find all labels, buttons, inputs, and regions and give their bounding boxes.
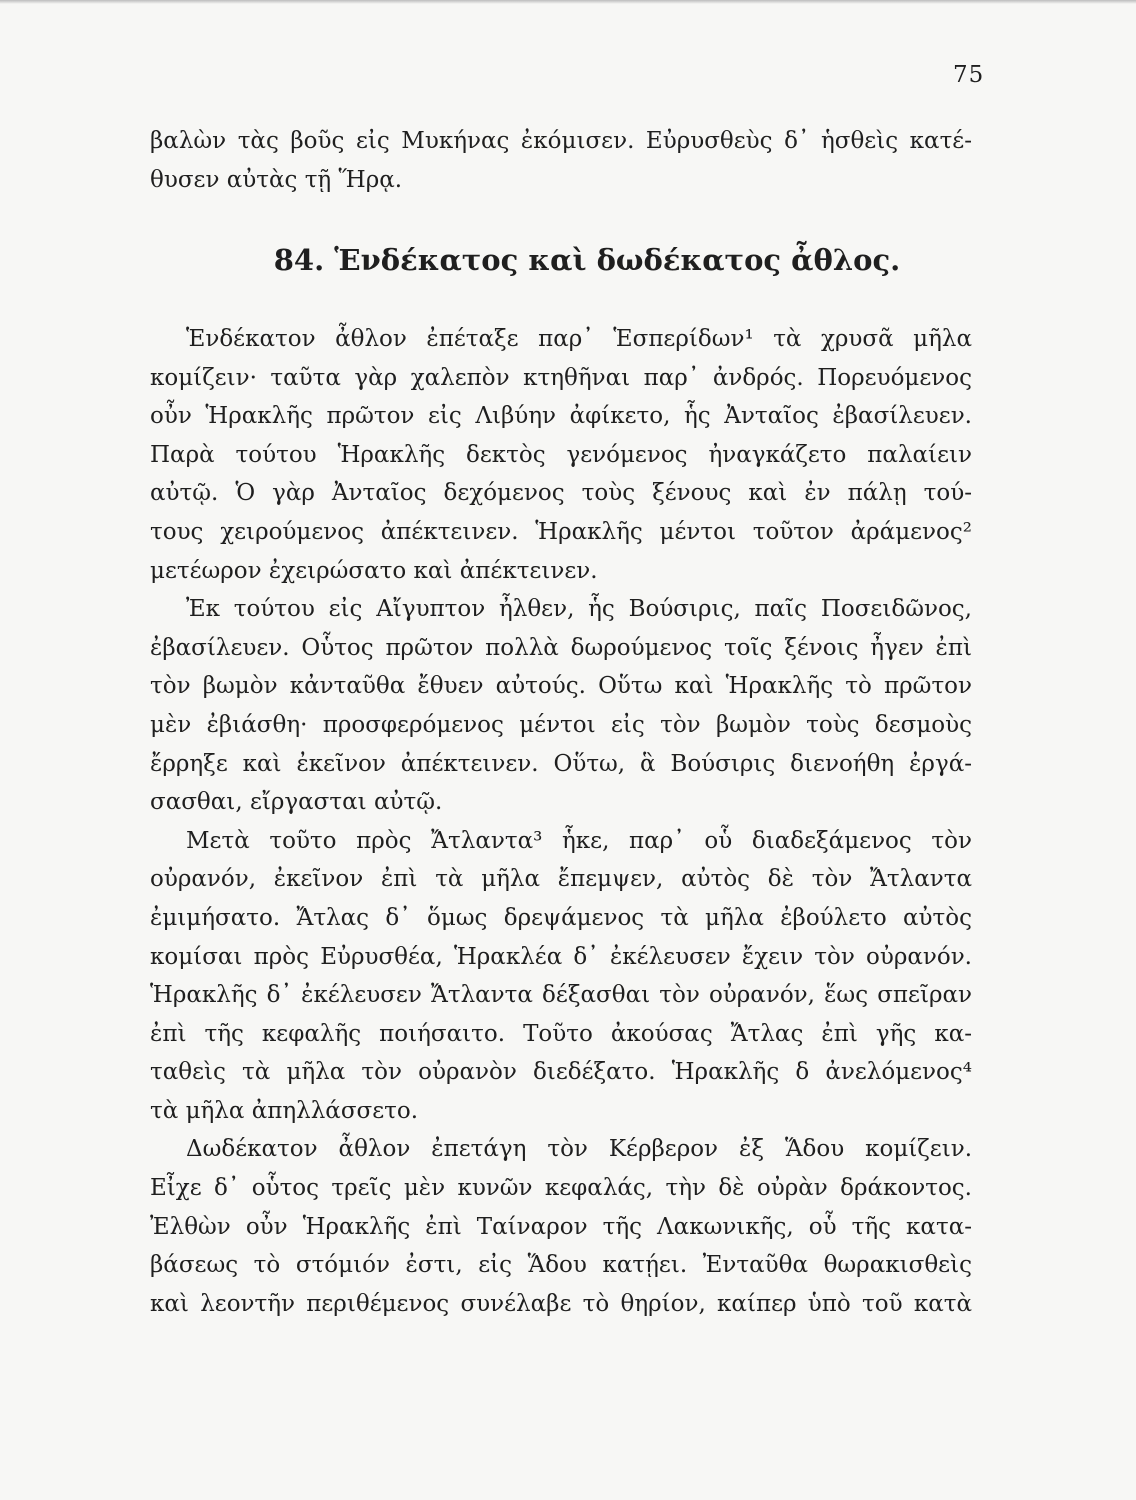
text-line: μετέωρον ἐχειρώσατο καὶ ἀπέκτεινεν.	[150, 557, 598, 584]
text-line: ταθεὶς τὰ μῆλα τὸν οὐρανὸν διεδέξατο. Ἡρακλῆς δ ἀνελόμενος⁴	[150, 1059, 972, 1086]
text-line: Παρὰ τούτου Ἡρακλῆς δεκτὸς γενόμενος ἠναγκάζετο παλαίειν	[150, 441, 972, 468]
text-line: Ἑνδέκατον ἆθλον ἐπέταξε παρ᾽ Ἑσπερίδων¹ τὰ χρυσᾶ μῆλα	[186, 326, 972, 352]
page-number: 75	[953, 62, 985, 88]
intro-paragraph	[150, 122, 972, 199]
text-line: κομίσαι πρὸς Εὐρυσθέα, Ἡρακλέα δ᾽ ἐκέλευσεν ἔχειν τὸν οὐρανόν.	[150, 943, 972, 970]
text-line: Μετὰ τοῦτο πρὸς Ἄτλαντα³ ἧκε, παρ᾽ οὗ διαδεξάμενος τὸν	[186, 827, 972, 854]
text-line: Δωδέκατον ἆθλον ἐπετάγη τὸν Κέρβερον ἐξ Ἅδου κομίζειν.	[186, 1136, 972, 1163]
text-line: Ἐλθὼν οὖν Ἡρακλῆς ἐπὶ Ταίναρον τῆς Λακωνικῆς, οὗ τῆς κατα-	[150, 1213, 972, 1240]
text-line: βαλὼν τὰς βοῦς εἰς Μυκήνας ἐκόμισεν. Εὐρυσθεὺς δ᾽ ἡσθεὶς κατέ-	[150, 128, 972, 154]
text-line: ἐβασίλευεν. Οὗτος πρῶτον πολλὰ δωρούμενος τοῖς ξένοις ἦγεν ἐπὶ	[150, 634, 972, 661]
text-line: τους χειρούμενος ἀπέκτεινεν. Ἡρακλῆς μέντοι τοῦτον ἀράμενος²	[150, 518, 972, 545]
text-line: κομίζειν· ταῦτα γὰρ χαλεπὸν κτηθῆναι παρ᾽ ἀνδρός. Πορευόμενος	[150, 364, 972, 391]
text-line: τὸν βωμὸν κἀνταῦθα ἔθυεν αὐτούς. Οὕτω καὶ Ἡρακλῆς τὸ πρῶτον	[150, 673, 972, 700]
text-line: οὐρανόν, ἐκεῖνον ἐπὶ τὰ μῆλα ἔπεμψεν, αὐτὸς δὲ τὸν Ἄτλαντα	[150, 866, 972, 893]
text-line: βάσεως τὸ στόμιόν ἐστι, εἰς Ἅδου κατῄει. Ἐνταῦθα θωρακισθεὶς	[150, 1252, 972, 1279]
text-line: Ἡρακλῆς δ᾽ ἐκέλευσεν Ἄτλαντα δέξασθαι τὸν οὐρανόν, ἕως σπεῖραν	[150, 982, 972, 1009]
text-line: ἐμιμήσατο. Ἄτλας δ᾽ ὅμως δρεψάμενος τὰ μῆλα ἐβούλετο αὐτὸς	[150, 904, 972, 931]
text-line: οὖν Ἡρακλῆς πρῶτον εἰς Λιβύην ἀφίκετο, ἧς Ἀνταῖος ἐβασίλευεν.	[150, 403, 972, 430]
section-heading: 84. Ἑνδέκατος καὶ δωδέκατος ἆθλος.	[273, 243, 901, 277]
text-line: μὲν ἐβιάσθη· προσφερόμενος μέντοι εἰς τὸν βωμὸν τοὺς δεσμοὺς	[150, 711, 972, 738]
text-line: σασθαι, εἴργασται αὐτῷ.	[150, 789, 443, 816]
text-line: καὶ λεοντῆν περιθέμενος συνέλαβε τὸ θηρίον, καίπερ ὑπὸ τοῦ κατὰ	[150, 1290, 972, 1317]
text-line: αὐτῷ. Ὁ γὰρ Ἀνταῖος δεχόμενος τοὺς ξένους καὶ ἐν πάλῃ τού-	[150, 480, 972, 507]
text-line: ἔρρηξε καὶ ἐκεῖνον ἀπέκτεινεν. Οὕτω, ἃ Βούσιρις διενοήθη ἐργά-	[150, 750, 972, 777]
page-top-edge	[0, 0, 1136, 4]
text-line: Ἐκ τούτου εἰς Αἴγυπτον ἦλθεν, ἧς Βούσιρις, παῖς Ποσειδῶνος,	[186, 596, 972, 623]
text-line: ἐπὶ τῆς κεφαλῆς ποιήσαιτο. Τοῦτο ἀκούσας Ἄτλας ἐπὶ γῆς κα-	[150, 1020, 972, 1047]
text-line: Εἶχε δ᾽ οὗτος τρεῖς μὲν κυνῶν κεφαλάς, τὴν δὲ οὐρὰν δράκοντος.	[150, 1175, 972, 1202]
text-line: θυσεν αὐτὰς τῇ Ἥρᾳ.	[150, 166, 403, 193]
text-line: τὰ μῆλα ἀπηλλάσσετο.	[150, 1097, 419, 1124]
body-text	[150, 320, 972, 1323]
